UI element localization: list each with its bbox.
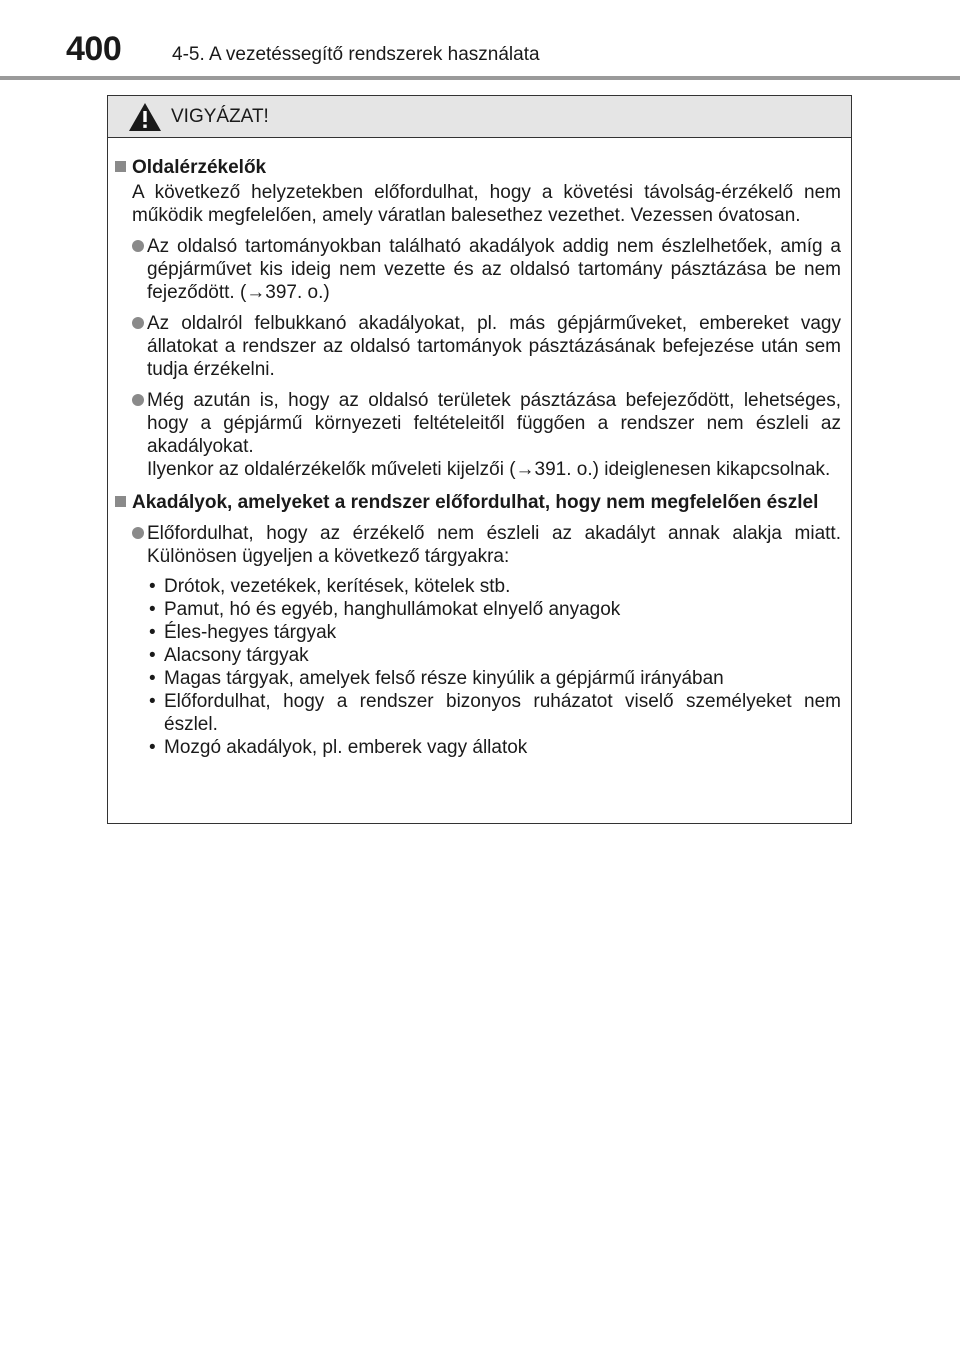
sub-list — [115, 575, 841, 759]
warning-box — [107, 95, 852, 824]
circle-bullet-icon — [132, 317, 144, 329]
list-item: Az oldalsó tartományokban található akadályok addig nem észlelhetőek, amíg a gépjárművet kis ideig nem vezette és az oldalsó tartomány pásztázása be nem fejeződött. (→397. o.) — [115, 235, 841, 304]
sub-list-item: • Drótok, vezetékek, kerítések, kötelek stb. — [149, 576, 511, 597]
section-heading: Akadályok, amelyeket a rendszer előfordulhat, hogy nem megfelelően észlel — [115, 491, 841, 514]
warning-body — [108, 138, 851, 759]
circle-bullet-icon — [132, 527, 144, 539]
warning-triangle-icon — [128, 102, 162, 132]
section-heading: Oldalérzékelők — [115, 156, 841, 179]
sub-list-item: • Magas tárgyak, amelyek felső része kinyúlik a gépjármű irányában — [149, 668, 724, 689]
square-bullet-icon — [115, 161, 126, 172]
square-bullet-icon — [115, 496, 126, 507]
section-intro: A következő helyzetekben előfordulhat, hogy a követési távolság-érzékelő nem működik megfelelően, amely váratlan balesethez vezethet. Vezessen óvatosan. — [132, 182, 841, 226]
warning-header — [108, 96, 851, 138]
sub-list-item: • Alacsony tárgyak — [149, 645, 309, 666]
list-item: Az oldalról felbukkanó akadályokat, pl. más gépjárműveket, embereket vagy állatokat a rendszer az oldalsó tartományok pásztázásának befejezése után sem tudja érzékelni. — [115, 312, 841, 381]
list-item-note: Ilyenkor az oldalérzékelők műveleti kijelzői (→391. o.) ideiglenesen kikapcsolnak. — [147, 459, 831, 480]
list-item: Még azután is, hogy az oldalsó területek pásztázása befejeződött, lehetséges, hogy a gépjármű környezeti feltételeitől függően a rendszer nem észleli az akadályokat. Ilyenkor az oldalérzékelők műveleti kijelzői (→391. o.) ideiglenesen kikapcsolnak. — [115, 389, 841, 481]
sub-list-item: • Előfordulhat, hogy a rendszer bizonyos ruházatot viselő személyeket nem észlel. — [149, 691, 841, 735]
chapter-title: 4-5. A vezetéssegítő rendszerek használata — [172, 44, 540, 65]
list-item: Előfordulhat, hogy az érzékelő nem észleli az akadályt annak alakja miatt. Különösen ügyeljen a következő tárgyakra: — [115, 522, 841, 568]
circle-bullet-icon — [132, 240, 144, 252]
warning-label: VIGYÁZAT! — [171, 106, 269, 127]
circle-bullet-icon — [132, 394, 144, 406]
sub-list-item: • Pamut, hó és egyéb, hanghullámokat elnyelő anyagok — [149, 599, 621, 620]
page-number: 400 — [66, 30, 122, 68]
sub-list-item: • Mozgó akadályok, pl. emberek vagy állatok — [149, 737, 528, 758]
page-header — [0, 0, 960, 80]
header-divider — [0, 76, 960, 80]
sub-list-item: • Éles-hegyes tárgyak — [149, 622, 337, 643]
